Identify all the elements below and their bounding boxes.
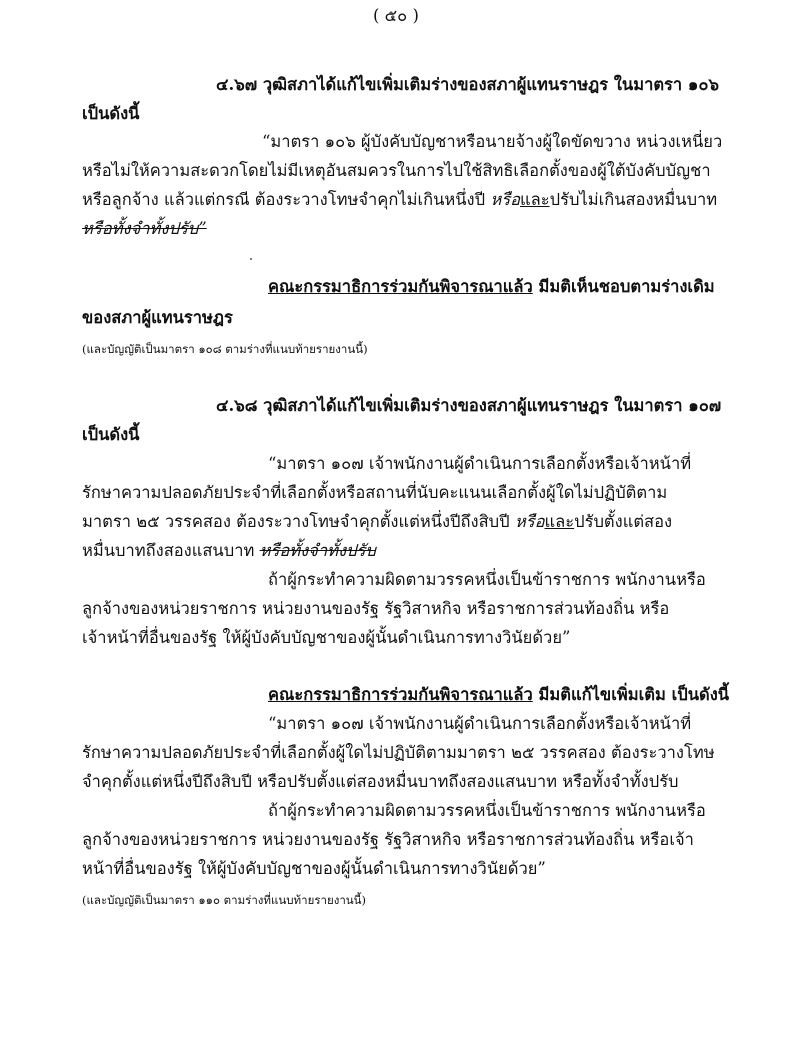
committee-label: คณะกรรมาธิการร่วมกันพิจารณาแล้ว — [268, 277, 533, 296]
committee-label: คณะกรรมาธิการร่วมกันพิจารณาแล้ว — [268, 685, 533, 704]
section-468-quote-line-2: รักษาความปลอดภัยประจำที่เลือกตั้งหรือสถานที่นับคะแนนเลือกตั้งผู้ใดไม่ปฏิบัติตาม — [82, 483, 668, 502]
section-467-committee-cont: ของสภาผู้แทนราษฎร — [82, 308, 233, 327]
section-468-committee-line-1: “มาตรา ๑๐๗ เจ้าพนักงานผู้ดำเนินการเลือกตั้งหรือเจ้าหน้าที่ — [268, 714, 692, 733]
section-468-committee — [268, 685, 729, 705]
struck-or: หรือ — [514, 512, 545, 531]
section-468-quote-line-1: “มาตรา ๑๐๗ เจ้าพนักงานผู้ดำเนินการเลือกตั้งหรือเจ้าหน้าที่ — [268, 454, 692, 473]
section-468-committee-line-5: ลูกจ้างของหน่วยราชการ หน่วยงานของรัฐ รัฐวิสาหกิจ หรือราชการส่วนท้องถิ่น หรือเจ้า — [82, 830, 694, 849]
section-468-committee-line-4: ถ้าผู้กระทำความผิดตามวรรคหนึ่งเป็นข้าราชการ พนักงานหรือ — [268, 801, 706, 820]
committee-resolution: มีมติแก้ไขเพิ่มเติม เป็นดังนี้ — [532, 685, 730, 704]
section-468-committee-line-3: จำคุกตั้งแต่หนึ่งปีถึงสิบปี หรือปรับตั้งแต่สองหมื่นบาทถึงสองแสนบาท หรือทั้งจำทั้งปรับ — [82, 772, 679, 791]
stray-dot — [250, 258, 252, 260]
section-468-quote-line-3 — [82, 512, 672, 532]
committee-resolution: มีมติเห็นชอบตามร่างเดิม — [532, 277, 715, 296]
section-468-heading: ๔.๖๘ วุฒิสภาได้แก้ไขเพิ่มเติมร่างของสภาผู้แทนราษฎร ในมาตรา ๑๐๗ — [216, 396, 722, 415]
q-text: หมื่นบาทถึงสองแสนบาท — [82, 541, 260, 560]
section-467-heading-cont: เป็นดังนี้ — [82, 104, 140, 123]
q-text: ปรับไม่เกินสองหมื่นบาท — [549, 190, 718, 209]
q-text: มาตรา ๒๕ วรรคสอง ต้องระวางโทษจำคุกตั้งแต่หนึ่งปีถึงสิบปี — [82, 512, 515, 531]
q-text: ปรับตั้งแต่สอง — [574, 512, 673, 531]
section-468-committee-line-6: หน้าที่อื่นของรัฐ ให้ผู้บังคับบัญชาของผู้นั้นดำเนินการทางวินัยด้วย” — [82, 859, 546, 878]
section-468-committee-line-2: รักษาความปลอดภัยประจำที่เลือกตั้งผู้ใดไม่ปฏิบัติตามมาตรา ๒๕ วรรคสอง ต้องระวางโทษ — [82, 743, 715, 762]
section-467-quote-line-1: “มาตรา ๑๐๖ ผู้บังคับบัญชาหรือนายจ้างผู้ใดขัดขวาง หน่วงเหนี่ยว — [262, 132, 723, 151]
section-468-quote-line-5: ถ้าผู้กระทำความผิดตามวรรคหนึ่งเป็นข้าราชการ พนักงานหรือ — [268, 570, 706, 589]
section-468-heading-cont: เป็นดังนี้ — [82, 425, 140, 444]
section-467-quote-line-2: หรือไม่ให้ความสะดวกโดยไม่มีเหตุอันสมควรในการไปใช้สิทธิเลือกตั้งของผู้ใต้บังคับบัญชา — [82, 161, 711, 180]
section-467-quote-line-3 — [82, 190, 717, 210]
q-text: หรือลูกจ้าง แล้วแต่กรณี ต้องระวางโทษจำคุกไม่เกินหนึ่งปี — [82, 190, 491, 209]
section-467-heading: ๔.๖๗ วุฒิสภาได้แก้ไขเพิ่มเติมร่างของสภาผู้แทนราษฎร ในมาตรา ๑๐๖ — [216, 75, 719, 94]
section-467-committee — [268, 277, 715, 297]
inserted-and: และ — [520, 190, 550, 209]
inserted-and: และ — [544, 512, 575, 531]
struck-or: หรือ — [490, 190, 520, 209]
section-468-quote-line-4 — [82, 541, 376, 561]
section-468-quote-line-6: ลูกจ้างของหน่วยราชการ หน่วยงานของรัฐ รัฐวิสาหกิจ หรือราชการส่วนท้องถิ่น หรือ — [82, 599, 670, 618]
page-number: ( ๕๐ ) — [373, 6, 419, 25]
section-467-note: (และบัญญัติเป็นมาตรา ๑๐๘ ตามร่างที่แนบท้ายรายงานนี้) — [82, 342, 368, 356]
section-468-note: (และบัญญัติเป็นมาตรา ๑๑๐ ตามร่างที่แนบท้ายรายงานนี้) — [82, 893, 366, 907]
section-467-quote-line-4-struck: หรือทั้งจำทั้งปรับ” — [82, 219, 207, 238]
struck-text: หรือทั้งจำทั้งปรับ — [259, 541, 376, 560]
section-468-quote-line-7: เจ้าหน้าที่อื่นของรัฐ ให้ผู้บังคับบัญชาของผู้นั้นดำเนินการทางวินัยด้วย” — [82, 628, 571, 647]
